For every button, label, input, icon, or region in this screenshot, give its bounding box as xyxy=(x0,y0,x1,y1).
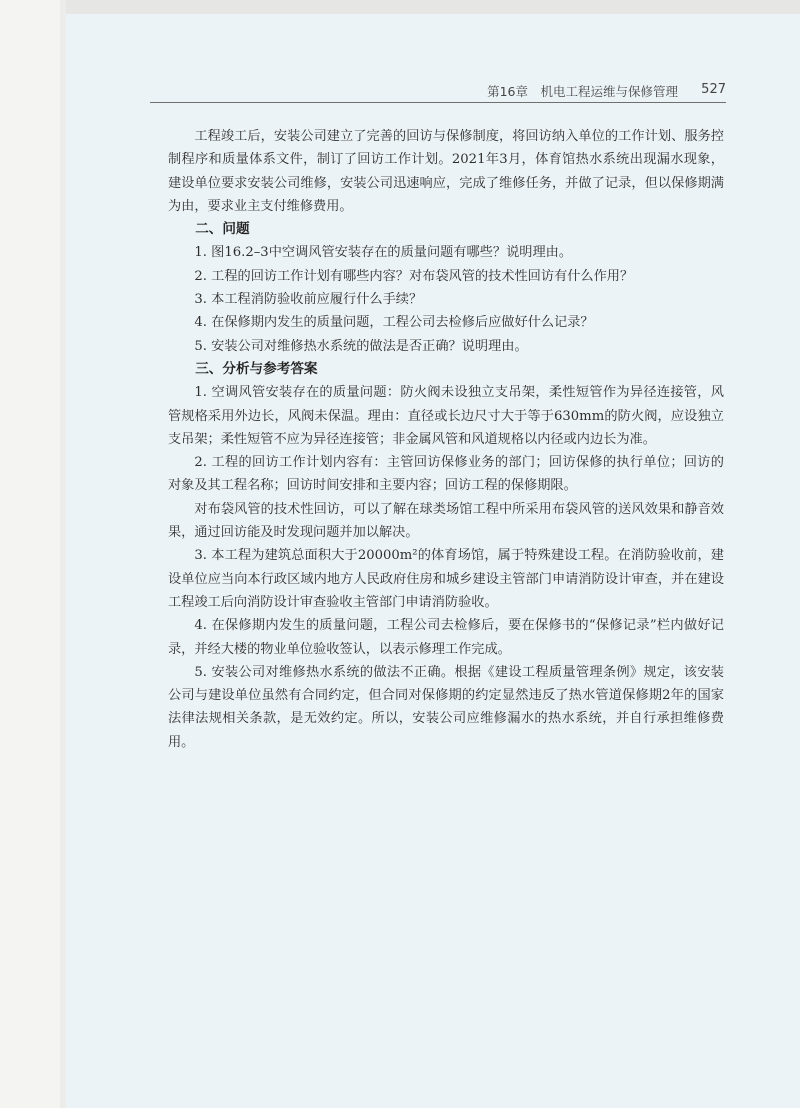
answer-2: 2. 工程的回访工作计划内容有：主管回访保修业务的部门；回访保修的执行单位；回访的对象及其工程名称；回访时间安排和主要内容；回访工程的保修期限。 xyxy=(168,455,724,494)
chapter-title: 第16章 机电工程运维与保修管理 xyxy=(487,84,678,99)
question-3: 3. 本工程消防验收前应履行什么手续？ xyxy=(194,292,423,308)
intro-paragraph: 工程竣工后，安装公司建立了完善的回访与保修制度，将回访纳入单位的工作计划、服务控制程序和质量体系文件，制订了回访工作计划。2021年3月，体育馆热水系统出现漏水现象，建设单位要求安装公司维修，安装公司迅速响应，完成了维修任务，并做了记录，但以保修期满为由，要求业主支付维修费用。 xyxy=(168,129,724,214)
answer-2-continued: 对布袋风管的技术性回访，可以了解在球类场馆工程中所采用布袋风管的送风效果和静音效果，通过回访能及时发现问题并加以解决。 xyxy=(168,501,724,541)
question-4: 4. 在保修期内发生的质量问题，工程公司去检修后应做好什么记录？ xyxy=(194,315,594,331)
scan-border-top xyxy=(60,0,800,14)
answer-5: 5. 安装公司对维修热水系统的做法不正确。根据《建设工程质量管理条例》规定，该安装公司与建设单位虽然有合同约定，但合同对保修期的约定显然违反了热水管道保修期2年的国家法律法规相关条款，是无效约定。所以，安装公司应维修漏水的热水系统，并自行承担维修费用。 xyxy=(168,664,724,750)
answer-1: 1. 空调风管安装存在的质量问题：防火阀未设独立支吊架，柔性短管作为异径连接管，风管规格采用外边长，风阀未保温。理由：直径或长边尺寸大于等于630mm的防火阀，应设独立支吊架；柔性短管不应为异径连接管；非金属风管和风道规格以内径或内边长为准。 xyxy=(168,385,724,447)
page-number: 527 xyxy=(701,82,726,97)
answer-4: 4. 在保修期内发生的质量问题，工程公司去检修后，要在保修书的“保修记录”栏内做好记录，并经大楼的物业单位验收签认，以表示修理工作完成。 xyxy=(168,618,724,657)
question-2: 2. 工程的回访工作计划有哪些内容？对布袋风管的技术性回访有什么作用？ xyxy=(194,268,634,284)
answer-3: 3. 本工程为建筑总面积大于20000m²的体育场馆，属于特殊建设工程。在消防验收前，建设单位应当向本行政区域内地方人民政府住房和城乡建设主管部门申请消防设计审查，并在建设工程竣工后向消防设计审查验收主管部门申请消防验收。 xyxy=(168,548,724,610)
question-5: 5. 安装公司对维修热水系统的做法是否正确？说明理由。 xyxy=(194,338,528,354)
header-divider xyxy=(150,102,726,103)
question-1: 1. 图16.2–3中空调风管安装存在的质量问题有哪些？说明理由。 xyxy=(194,245,573,261)
questions-heading: 二、问题 xyxy=(195,221,250,238)
page-body xyxy=(168,125,724,754)
answers-heading: 三、分析与参考答案 xyxy=(195,360,318,377)
running-header xyxy=(150,82,726,104)
